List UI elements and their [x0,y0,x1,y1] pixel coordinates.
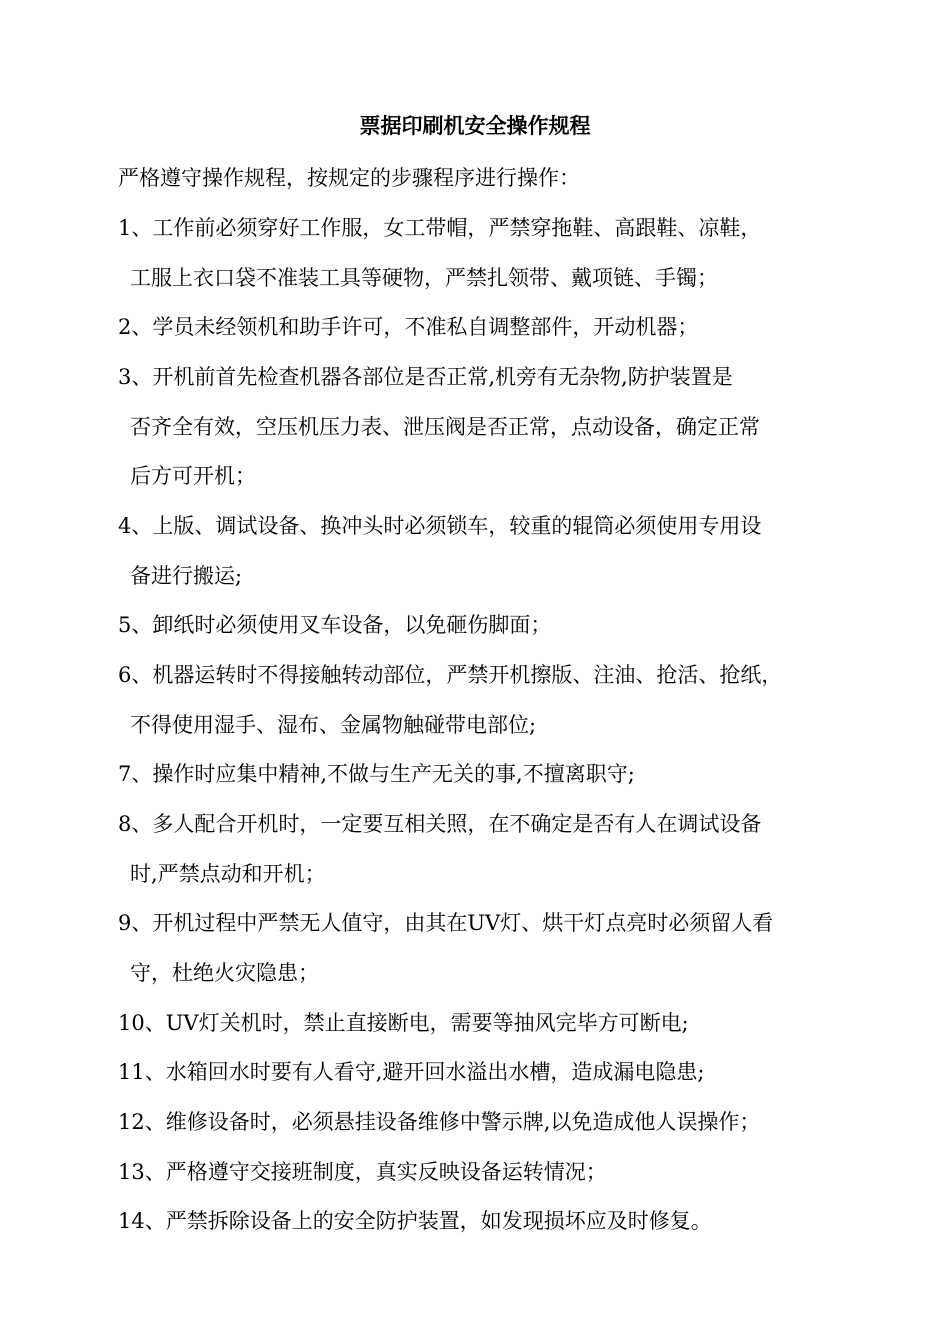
rule-8-line-2: 时,严禁点动和开机； [130,862,326,886]
rule-3-line-3: 后方可开机； [130,464,256,488]
rule-4-line-1: 4、上版、调试设备、换冲头时必须锁车，较重的辊筒必须使用专用设 [118,514,762,538]
rule-6-line-2: 不得使用湿手、湿布、金属物触碰带电部位; [130,713,537,737]
rule-12-line-1: 12、维修设备时，必须悬挂设备维修中警示牌,以免造成他人误操作； [118,1110,761,1134]
rule-13-line-1: 13、严格遵守交接班制度，真实反映设备运转情况； [118,1160,607,1184]
rule-4-line-2: 备进行搬运; [130,564,243,588]
rule-9-line-1: 9、开机过程中严禁无人值守，由其在UV灯、烘干灯点亮时必须留人看 [118,911,774,935]
rule-7-line-1: 7、操作时应集中精神,不做与生产无关的事,不擅离职守; [118,762,635,786]
rule-5-line-1: 5、卸纸时必须使用叉车设备，以免砸伤脚面； [118,613,552,637]
rule-8-line-1: 8、多人配合开机时，一定要互相关照，在不确定是否有人在调试设备 [118,812,762,836]
rule-14-line-1: 14、严禁拆除设备上的安全防护装置，如发现损坏应及时修复。 [118,1209,712,1233]
rule-1-line-1: 1、工作前必须穿好工作服，女工带帽，严禁穿拖鞋、高跟鞋、凉鞋， [118,216,762,240]
rule-6-line-1: 6、机器运转时不得接触转动部位，严禁开机擦版、注油、抢活、抢纸， [118,663,783,687]
document-title: 票据印刷机安全操作规程 [359,113,591,138]
intro-line: 严格遵守操作规程，按规定的步骤程序进行操作： [118,166,580,190]
rule-1-line-2: 工服上衣口袋不准装工具等硬物，严禁扎领带、戴项链、手镯； [130,266,718,290]
rule-3-line-2: 否齐全有效，空压机压力表、泄压阀是否正常，点动设备，确定正常 [130,415,760,439]
rule-10-line-1: 10、UV灯关机时，禁止直接断电，需要等抽风完毕方可断电; [118,1011,689,1035]
rule-11-line-1: 11、水箱回水时要有人看守,避开回水溢出水槽，造成漏电隐患; [118,1060,705,1084]
rule-2-line-1: 2、学员未经领机和助手许可，不准私自调整部件，开动机器； [118,315,699,339]
rule-3-line-1: 3、开机前首先检查机器各部位是否正常,机旁有无杂物,防护装置是 [118,365,733,389]
rule-9-line-2: 守，杜绝火灾隐患； [130,961,319,985]
